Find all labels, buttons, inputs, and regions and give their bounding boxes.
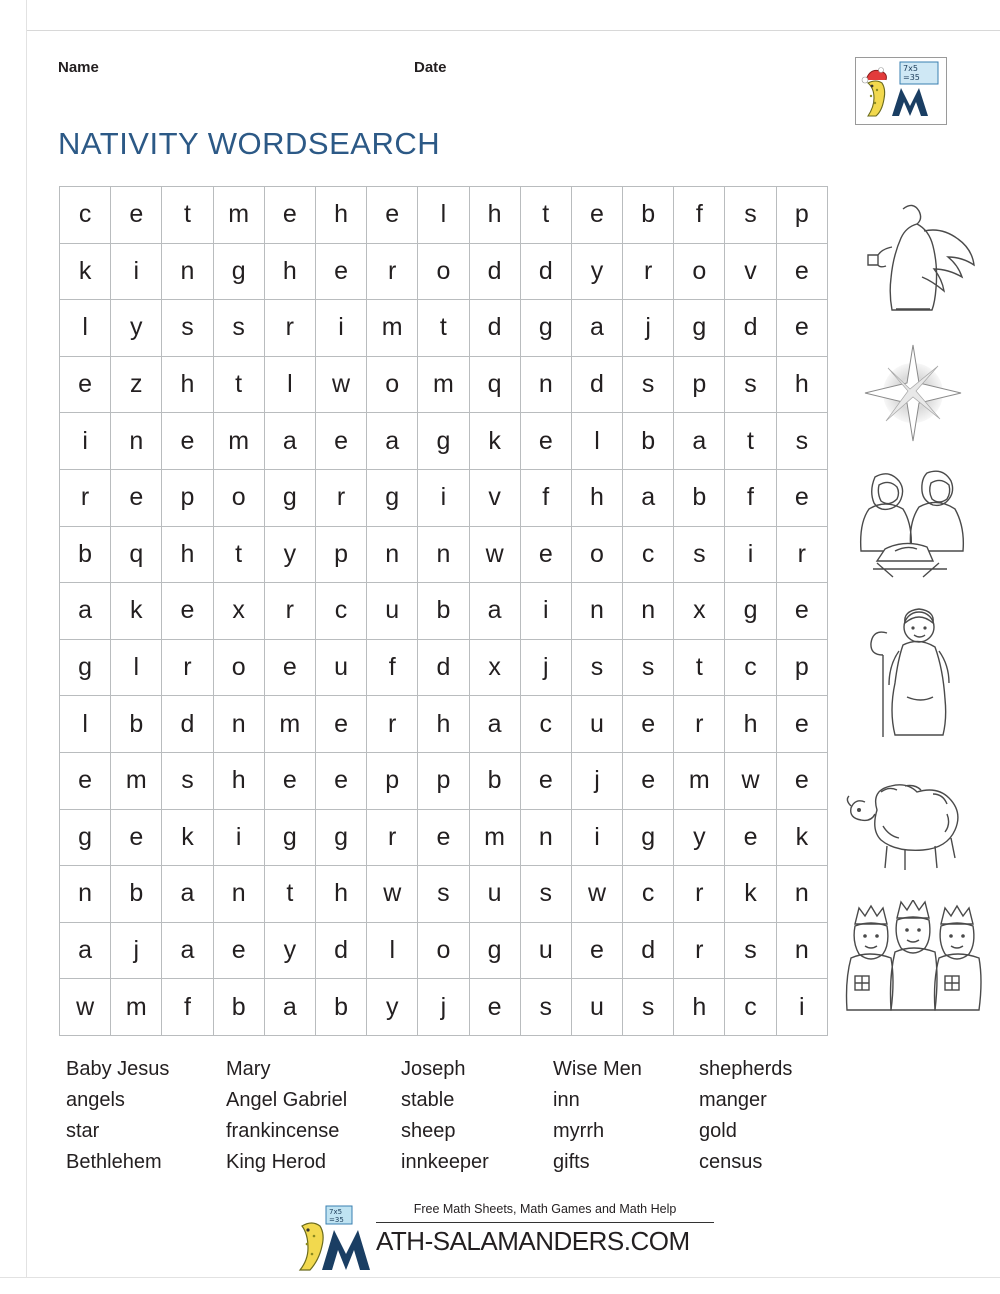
salamander-mascot-icon (296, 1204, 376, 1274)
grid-cell[interactable]: s (520, 866, 571, 923)
grid-cell[interactable]: c (60, 187, 111, 244)
grid-cell[interactable]: b (469, 752, 520, 809)
grid-cell[interactable]: g (674, 300, 725, 357)
grid-cell[interactable]: v (725, 243, 776, 300)
grid-cell[interactable]: a (162, 866, 213, 923)
shepherd-icon (853, 601, 973, 741)
word-list-item: angels (66, 1089, 125, 1111)
grid-cell[interactable]: d (315, 922, 366, 979)
grid-cell[interactable]: e (418, 809, 469, 866)
worksheet-meta-row (58, 59, 818, 81)
date-label: Date (414, 59, 447, 76)
grid-cell[interactable]: e (111, 469, 162, 526)
grid-cell[interactable]: l (571, 413, 622, 470)
grid-cell[interactable]: r (674, 922, 725, 979)
star-illustration (838, 338, 988, 448)
grid-row (60, 752, 828, 809)
grid-row (60, 809, 828, 866)
grid-cell[interactable]: s (725, 356, 776, 413)
grid-cell[interactable]: s (725, 187, 776, 244)
grid-cell[interactable]: h (162, 526, 213, 583)
word-list-item: census (699, 1151, 763, 1173)
grid-cell[interactable]: i (418, 469, 469, 526)
grid-cell[interactable]: h (315, 187, 366, 244)
grid-cell[interactable]: t (162, 187, 213, 244)
grid-cell[interactable]: g (520, 300, 571, 357)
word-list-item: Angel Gabriel (226, 1089, 348, 1111)
grid-cell[interactable]: a (367, 413, 418, 470)
page-bottom-edge (0, 1277, 1000, 1294)
grid-cell[interactable]: u (520, 922, 571, 979)
grid-cell[interactable]: e (571, 922, 622, 979)
grid-cell[interactable]: s (623, 639, 674, 696)
grid-cell[interactable]: k (111, 583, 162, 640)
grid-cell[interactable]: h (418, 696, 469, 753)
grid-cell[interactable]: e (469, 979, 520, 1036)
grid-cell[interactable]: e (520, 752, 571, 809)
wordsearch-grid[interactable] (59, 186, 828, 1021)
word-list-item: gifts (553, 1151, 590, 1173)
grid-cell[interactable]: e (111, 809, 162, 866)
grid-row (60, 696, 828, 753)
grid-row (60, 300, 828, 357)
grid-cell[interactable]: c (315, 583, 366, 640)
grid-cell[interactable]: a (162, 922, 213, 979)
grid-row (60, 469, 828, 526)
grid-cell[interactable]: l (60, 696, 111, 753)
grid-cell[interactable]: j (111, 922, 162, 979)
grid-cell[interactable]: k (725, 866, 776, 923)
grid-cell[interactable]: h (213, 752, 264, 809)
grid-cell[interactable]: p (776, 639, 827, 696)
grid-cell[interactable]: e (264, 639, 315, 696)
grid-cell[interactable]: p (418, 752, 469, 809)
grid-cell[interactable]: n (520, 356, 571, 413)
word-list-item: star (66, 1120, 100, 1142)
word-list-item: inn (553, 1089, 580, 1111)
grid-cell[interactable]: t (213, 356, 264, 413)
grid-cell[interactable]: e (315, 413, 366, 470)
grid-cell[interactable]: t (725, 413, 776, 470)
grid-cell[interactable]: c (623, 526, 674, 583)
grid-cell[interactable]: k (776, 809, 827, 866)
grid-cell[interactable]: y (264, 526, 315, 583)
grid-cell[interactable]: r (367, 243, 418, 300)
grid-cell[interactable]: e (315, 696, 366, 753)
word-list-item: stable (401, 1089, 455, 1111)
grid-cell[interactable]: y (571, 243, 622, 300)
grid-cell[interactable]: u (571, 696, 622, 753)
grid-cell[interactable]: y (674, 809, 725, 866)
grid-cell[interactable]: e (315, 243, 366, 300)
footer-inner (290, 1198, 710, 1278)
math-salamanders-logo-box (855, 57, 947, 125)
salamander-logo-icon (856, 58, 944, 122)
grid-cell[interactable]: m (213, 187, 264, 244)
grid-cell[interactable]: g (60, 639, 111, 696)
word-list-item: shepherds (699, 1058, 793, 1080)
grid-row (60, 866, 828, 923)
grid-cell[interactable]: o (367, 356, 418, 413)
grid-cell[interactable]: s (162, 752, 213, 809)
grid-cell[interactable]: a (264, 979, 315, 1036)
grid-cell[interactable]: s (725, 922, 776, 979)
grid-cell[interactable]: e (776, 752, 827, 809)
grid-cell[interactable]: e (111, 187, 162, 244)
grid-cell[interactable]: r (162, 639, 213, 696)
grid-cell[interactable]: l (418, 187, 469, 244)
grid-cell[interactable]: t (213, 526, 264, 583)
grid-cell[interactable]: q (111, 526, 162, 583)
shepherd-illustration (838, 596, 988, 746)
angel-illustration (838, 186, 988, 326)
name-label: Name (58, 59, 99, 76)
grid-cell[interactable]: a (469, 696, 520, 753)
grid-cell[interactable]: p (367, 752, 418, 809)
grid-cell[interactable]: t (674, 639, 725, 696)
grid-cell[interactable]: r (315, 469, 366, 526)
grid-cell[interactable]: e (60, 752, 111, 809)
grid-cell[interactable]: f (520, 469, 571, 526)
word-list-item: innkeeper (401, 1151, 489, 1173)
svg-text:7x5: 7x5 (903, 64, 918, 73)
grid-cell[interactable]: g (725, 583, 776, 640)
grid-cell[interactable]: d (725, 300, 776, 357)
grid-cell[interactable]: w (367, 866, 418, 923)
grid-cell[interactable]: m (469, 809, 520, 866)
grid-cell[interactable]: d (418, 639, 469, 696)
grid-cell[interactable]: n (571, 583, 622, 640)
grid-cell[interactable]: n (60, 866, 111, 923)
grid-row (60, 979, 828, 1036)
grid-cell[interactable]: d (469, 300, 520, 357)
grid-row (60, 243, 828, 300)
grid-cell[interactable]: r (60, 469, 111, 526)
nativity-scene-illustration (838, 458, 988, 588)
grid-cell[interactable]: t (520, 187, 571, 244)
grid-cell[interactable]: d (571, 356, 622, 413)
footer-divider (376, 1222, 714, 1223)
grid-cell[interactable]: w (315, 356, 366, 413)
grid-cell[interactable]: b (674, 469, 725, 526)
grid-cell[interactable]: p (776, 187, 827, 244)
grid-cell[interactable]: k (469, 413, 520, 470)
grid-cell[interactable]: b (111, 866, 162, 923)
svg-text:7x5: 7x5 (329, 1208, 343, 1216)
grid-cell[interactable]: g (623, 809, 674, 866)
grid-cell[interactable]: g (418, 413, 469, 470)
grid-cell[interactable]: l (367, 922, 418, 979)
grid-cell[interactable]: s (213, 300, 264, 357)
grid-cell[interactable]: a (264, 413, 315, 470)
grid-row (60, 187, 828, 244)
grid-cell[interactable]: b (111, 696, 162, 753)
grid-cell[interactable]: w (725, 752, 776, 809)
grid-cell[interactable]: h (264, 243, 315, 300)
grid-cell[interactable]: e (623, 752, 674, 809)
word-list-item: Wise Men (553, 1058, 642, 1080)
word-list-item: Bethlehem (66, 1151, 162, 1173)
grid-cell[interactable]: m (213, 413, 264, 470)
grid-cell[interactable]: e (520, 526, 571, 583)
grid-cell[interactable]: x (469, 639, 520, 696)
grid-cell[interactable]: e (367, 187, 418, 244)
grid-cell[interactable]: h (776, 356, 827, 413)
grid-cell[interactable]: h (469, 187, 520, 244)
grid-cell[interactable]: n (213, 696, 264, 753)
footer-url: ATH-SALAMANDERS.COM (376, 1226, 690, 1256)
grid-cell[interactable]: n (520, 809, 571, 866)
grid-cell[interactable]: i (520, 583, 571, 640)
grid-cell[interactable]: s (520, 979, 571, 1036)
grid-cell[interactable]: n (162, 243, 213, 300)
grid-cell[interactable]: u (469, 866, 520, 923)
grid-cell[interactable]: f (725, 469, 776, 526)
grid-cell[interactable]: r (623, 243, 674, 300)
grid-cell[interactable]: s (571, 639, 622, 696)
grid-cell[interactable]: b (623, 187, 674, 244)
grid-cell[interactable]: e (776, 696, 827, 753)
grid-cell[interactable]: m (367, 300, 418, 357)
grid-cell[interactable]: g (264, 469, 315, 526)
grid-cell[interactable]: o (418, 922, 469, 979)
page-footer (0, 1198, 1000, 1278)
grid-row (60, 583, 828, 640)
grid-cell[interactable]: o (213, 469, 264, 526)
grid-cell[interactable]: m (418, 356, 469, 413)
grid-cell[interactable]: i (60, 413, 111, 470)
word-list-item: King Herod (226, 1151, 327, 1173)
grid-cell[interactable]: e (213, 922, 264, 979)
grid-cell[interactable]: s (623, 356, 674, 413)
grid-cell[interactable]: e (776, 583, 827, 640)
footer-salamander-logo (296, 1204, 376, 1274)
grid-cell[interactable]: z (111, 356, 162, 413)
grid-cell[interactable]: m (674, 752, 725, 809)
grid-cell[interactable]: i (315, 300, 366, 357)
grid-cell[interactable]: h (315, 866, 366, 923)
grid-cell[interactable]: k (162, 809, 213, 866)
grid-cell[interactable]: h (674, 979, 725, 1036)
grid-cell[interactable]: a (674, 413, 725, 470)
grid-cell[interactable]: u (315, 639, 366, 696)
wise-men-icon (841, 900, 986, 1015)
grid-cell[interactable]: f (367, 639, 418, 696)
grid-cell[interactable]: m (111, 752, 162, 809)
illustration-column (838, 186, 988, 1026)
grid-cell[interactable]: w (469, 526, 520, 583)
grid-cell[interactable]: o (571, 526, 622, 583)
grid-cell[interactable]: x (213, 583, 264, 640)
grid-row (60, 526, 828, 583)
word-list-item: manger (699, 1089, 767, 1111)
grid-cell[interactable]: r (674, 696, 725, 753)
svg-text:=35: =35 (329, 1216, 344, 1224)
grid-cell[interactable]: g (264, 809, 315, 866)
grid-cell[interactable]: b (623, 413, 674, 470)
grid-cell[interactable]: e (60, 356, 111, 413)
grid-cell[interactable]: f (674, 187, 725, 244)
grid-cell[interactable]: s (674, 526, 725, 583)
grid-cell[interactable]: a (469, 583, 520, 640)
grid-cell[interactable]: h (571, 469, 622, 526)
grid-cell[interactable]: r (674, 866, 725, 923)
grid-cell[interactable]: r (367, 809, 418, 866)
grid-cell[interactable]: y (264, 922, 315, 979)
grid-cell[interactable]: a (60, 583, 111, 640)
grid-cell[interactable]: a (571, 300, 622, 357)
grid-cell[interactable]: n (418, 526, 469, 583)
grid-cell[interactable]: f (162, 979, 213, 1036)
grid-cell[interactable]: e (571, 187, 622, 244)
wordsearch-grid-body (60, 187, 828, 1036)
grid-cell[interactable]: s (776, 413, 827, 470)
word-list-item: sheep (401, 1120, 456, 1142)
grid-cell[interactable]: n (111, 413, 162, 470)
grid-cell[interactable]: d (162, 696, 213, 753)
grid-cell[interactable]: d (623, 922, 674, 979)
wordsearch-grid-table[interactable] (59, 186, 828, 1036)
grid-cell[interactable]: g (315, 809, 366, 866)
grid-cell[interactable]: m (111, 979, 162, 1036)
grid-cell[interactable]: b (315, 979, 366, 1036)
sheep-illustration (838, 756, 988, 886)
grid-cell[interactable]: e (162, 583, 213, 640)
grid-cell[interactable]: r (264, 300, 315, 357)
word-list-item: Baby Jesus (66, 1058, 170, 1080)
grid-cell[interactable]: i (213, 809, 264, 866)
grid-cell[interactable]: s (162, 300, 213, 357)
grid-cell[interactable]: o (213, 639, 264, 696)
grid-cell[interactable]: e (264, 752, 315, 809)
grid-cell[interactable]: u (367, 583, 418, 640)
nativity-scene-icon (843, 463, 983, 583)
grid-cell[interactable]: e (315, 752, 366, 809)
word-list-item: gold (699, 1120, 737, 1142)
grid-cell[interactable]: x (674, 583, 725, 640)
grid-cell[interactable]: l (264, 356, 315, 413)
grid-cell[interactable]: p (162, 469, 213, 526)
grid-cell[interactable]: d (520, 243, 571, 300)
grid-row (60, 639, 828, 696)
grid-cell[interactable]: c (520, 696, 571, 753)
grid-cell[interactable]: n (623, 583, 674, 640)
word-list-item: Mary (226, 1058, 271, 1080)
grid-cell[interactable]: h (725, 696, 776, 753)
star-icon (858, 341, 968, 446)
grid-cell[interactable]: i (571, 809, 622, 866)
grid-cell[interactable]: e (776, 300, 827, 357)
grid-cell[interactable]: c (623, 866, 674, 923)
grid-cell[interactable]: s (623, 979, 674, 1036)
grid-cell[interactable]: b (60, 526, 111, 583)
grid-cell[interactable]: b (418, 583, 469, 640)
three-wise-men-illustration (838, 892, 988, 1022)
grid-cell[interactable]: g (213, 243, 264, 300)
grid-cell[interactable]: j (418, 979, 469, 1036)
grid-cell[interactable]: e (776, 243, 827, 300)
grid-cell[interactable]: n (367, 526, 418, 583)
grid-cell[interactable]: w (60, 979, 111, 1036)
grid-cell[interactable]: i (111, 243, 162, 300)
grid-cell[interactable]: j (520, 639, 571, 696)
grid-cell[interactable]: k (60, 243, 111, 300)
grid-cell[interactable]: c (725, 979, 776, 1036)
word-list-item: Joseph (401, 1058, 466, 1080)
page-title: NATIVITY WORDSEARCH (58, 126, 441, 161)
grid-row (60, 356, 828, 413)
word-list-item: frankincense (226, 1120, 340, 1142)
grid-cell[interactable]: l (60, 300, 111, 357)
grid-cell[interactable]: y (367, 979, 418, 1036)
grid-cell[interactable]: g (367, 469, 418, 526)
grid-cell[interactable]: j (623, 300, 674, 357)
grid-cell[interactable]: j (571, 752, 622, 809)
grid-cell[interactable]: e (264, 187, 315, 244)
grid-cell[interactable]: i (725, 526, 776, 583)
grid-cell[interactable]: n (213, 866, 264, 923)
grid-cell[interactable]: t (264, 866, 315, 923)
sheep-icon (843, 766, 983, 876)
grid-cell[interactable]: g (469, 922, 520, 979)
grid-cell[interactable]: m (264, 696, 315, 753)
word-list-item: myrrh (553, 1120, 605, 1142)
grid-cell[interactable]: y (111, 300, 162, 357)
page-top-edge (0, 0, 1000, 31)
grid-cell[interactable]: q (469, 356, 520, 413)
grid-cell[interactable]: n (776, 922, 827, 979)
grid-cell[interactable]: r (367, 696, 418, 753)
grid-cell[interactable]: c (725, 639, 776, 696)
grid-cell[interactable]: o (674, 243, 725, 300)
grid-cell[interactable]: e (725, 809, 776, 866)
grid-cell[interactable]: p (315, 526, 366, 583)
grid-cell[interactable]: v (469, 469, 520, 526)
grid-cell[interactable]: e (162, 413, 213, 470)
grid-cell[interactable]: e (623, 696, 674, 753)
grid-cell[interactable]: p (674, 356, 725, 413)
grid-cell[interactable]: d (469, 243, 520, 300)
grid-cell[interactable]: n (776, 866, 827, 923)
grid-cell[interactable]: s (418, 866, 469, 923)
grid-cell[interactable]: a (60, 922, 111, 979)
grid-cell[interactable]: e (776, 469, 827, 526)
grid-cell[interactable]: l (111, 639, 162, 696)
grid-cell[interactable]: o (418, 243, 469, 300)
page-left-edge (0, 0, 27, 1294)
grid-cell[interactable]: i (776, 979, 827, 1036)
grid-cell[interactable]: r (264, 583, 315, 640)
footer-tagline: Free Math Sheets, Math Games and Math Help (413, 1202, 677, 1216)
grid-cell[interactable]: b (213, 979, 264, 1036)
word-list (66, 1058, 856, 1174)
grid-cell[interactable]: u (571, 979, 622, 1036)
grid-row (60, 922, 828, 979)
grid-cell[interactable]: w (571, 866, 622, 923)
grid-cell[interactable]: a (623, 469, 674, 526)
grid-row (60, 413, 828, 470)
angel-icon (848, 191, 978, 321)
grid-cell[interactable]: g (60, 809, 111, 866)
grid-cell[interactable]: r (776, 526, 827, 583)
svg-text:=35: =35 (903, 73, 920, 82)
grid-cell[interactable]: t (418, 300, 469, 357)
grid-cell[interactable]: e (520, 413, 571, 470)
grid-cell[interactable]: h (162, 356, 213, 413)
